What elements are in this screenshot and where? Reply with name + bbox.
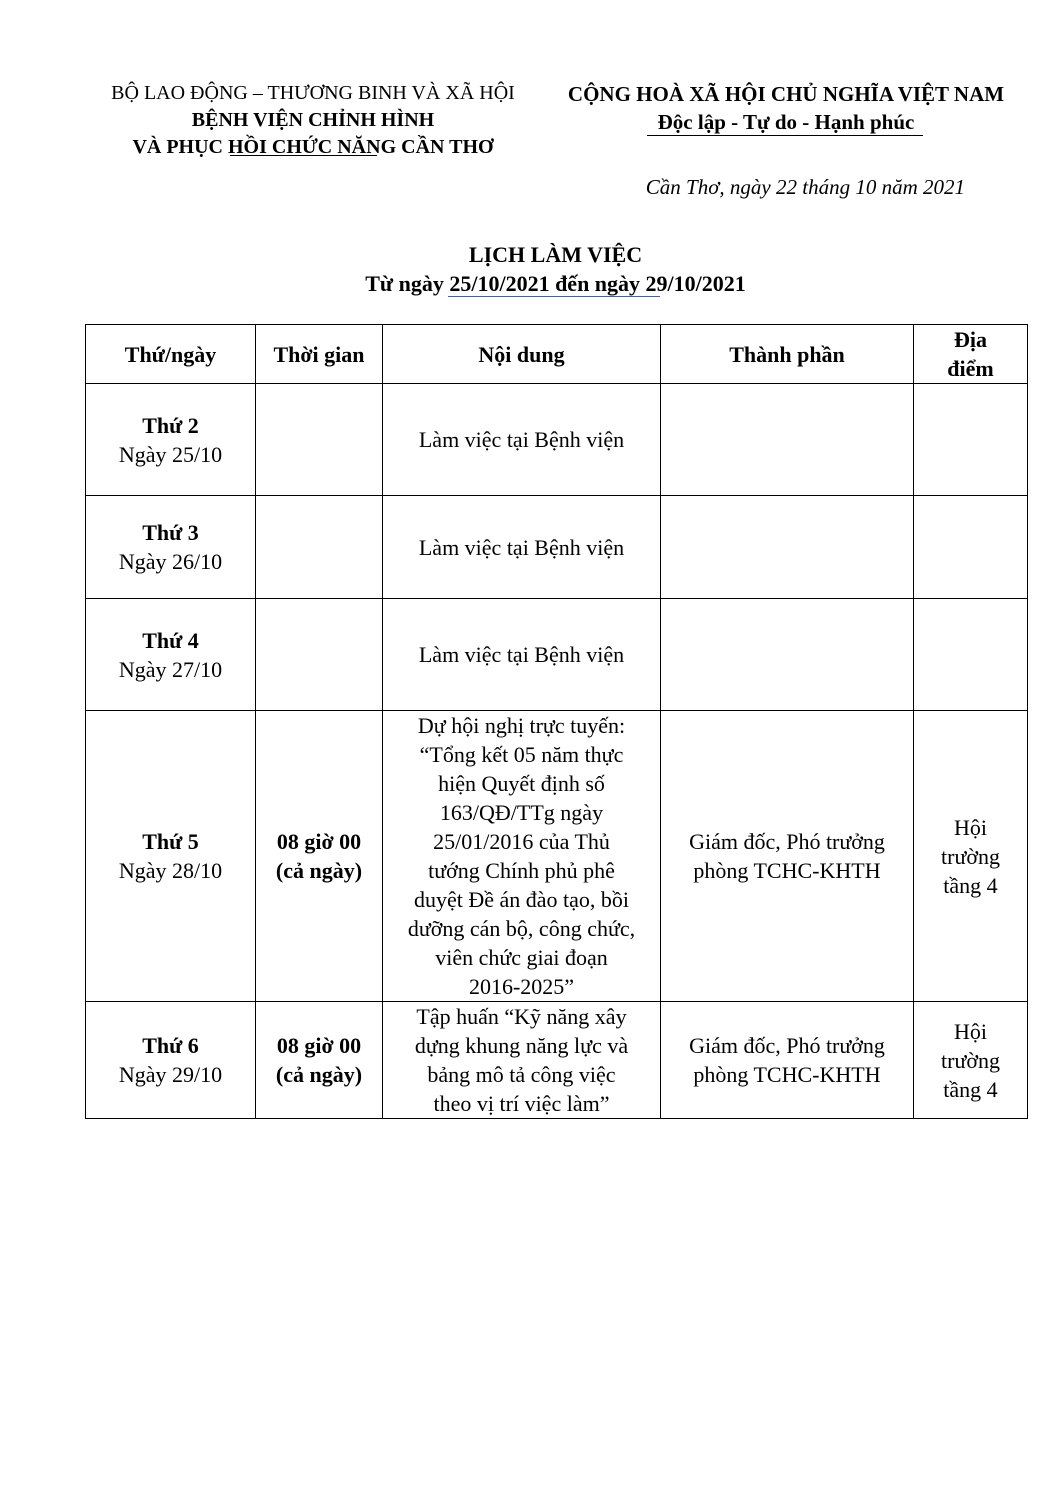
content-cell: Dự hội nghị trực tuyến: “Tổng kết 05 năm thực hiện Quyết định số 163/QĐ/TTg ngày 25/01/2016 của Thủ tướng Chính phủ phê duyệt Đề án đào tạo, bồi dưỡng cán bộ, công chức, viên chức giai đoạn 2016-2025” <box>383 711 661 1002</box>
day-cell <box>86 496 256 599</box>
location-cell: Hội trường tầng 4 <box>914 711 1028 1002</box>
content-cell: Tập huấn “Kỹ năng xây dựng khung năng lực và bảng mô tả công việc theo vị trí việc làm” <box>383 1002 661 1119</box>
location-cell: Hội trường tầng 4 <box>914 1002 1028 1119</box>
document-title <box>0 240 1061 298</box>
weekday: Thứ 3 <box>142 520 199 545</box>
date: Ngày 25/10 <box>118 441 223 467</box>
column-header-content: Nội dung <box>383 325 661 384</box>
time-cell: 08 giờ 00 (cả ngày) <box>256 711 383 1002</box>
motto-underline <box>647 135 923 136</box>
participants-cell <box>661 496 914 599</box>
schedule-table <box>85 324 1028 1119</box>
participants-cell: Giám đốc, Phó trưởng phòng TCHC-KHTH <box>661 1002 914 1119</box>
weekday: Thứ 2 <box>142 412 199 438</box>
table-row <box>86 496 1028 599</box>
date: Ngày 26/10 <box>118 549 223 574</box>
document-date: Cần Thơ, ngày 22 tháng 10 năm 2021 <box>645 175 965 199</box>
title-date-range: Từ ngày 25/10/2021 đến ngày 29/10/2021 <box>365 271 746 296</box>
participants-cell <box>661 599 914 711</box>
date: Ngày 28/10 <box>118 858 223 883</box>
hospital-name-line2: VÀ PHỤC HỒI CHỨC NĂNG CẦN THƠ <box>132 136 494 158</box>
issuing-agency <box>78 80 548 161</box>
table-header-row <box>86 325 1028 384</box>
table-row <box>86 1002 1028 1119</box>
day-cell <box>86 711 256 1002</box>
column-header-participants: Thành phần <box>661 325 914 384</box>
national-motto: Độc lập - Tự do - Hạnh phúc <box>657 110 915 134</box>
agency-underline <box>230 155 377 156</box>
participants-cell: Giám đốc, Phó trưởng phòng TCHC-KHTH <box>661 711 914 1002</box>
weekday: Thứ 5 <box>142 829 199 854</box>
table-row <box>86 384 1028 496</box>
country-name: CỘNG HOÀ XÃ HỘI CHỦ NGHĨA VIỆT NAM <box>567 82 1005 106</box>
hospital-name-line1: BỆNH VIỆN CHỈNH HÌNH <box>191 109 435 131</box>
time-cell <box>256 599 383 711</box>
content-cell: Làm việc tại Bệnh viện <box>383 496 661 599</box>
column-header-day: Thứ/ngày <box>86 325 256 384</box>
date: Ngày 29/10 <box>118 1062 223 1087</box>
table-row <box>86 711 1028 1002</box>
national-heading <box>556 80 1016 136</box>
ministry-name: BỘ LAO ĐỘNG – THƯƠNG BINH VÀ XÃ HỘI <box>111 82 515 104</box>
participants-cell <box>661 384 914 496</box>
table-row <box>86 599 1028 711</box>
content-cell: Làm việc tại Bệnh viện <box>383 384 661 496</box>
location-cell <box>914 384 1028 496</box>
title-underline <box>448 296 660 297</box>
time-cell <box>256 496 383 599</box>
location-cell <box>914 496 1028 599</box>
column-header-time: Thời gian <box>256 325 383 384</box>
time-cell <box>256 384 383 496</box>
content-cell: Làm việc tại Bệnh viện <box>383 599 661 711</box>
location-cell <box>914 599 1028 711</box>
day-cell <box>86 1002 256 1119</box>
column-header-location: Địa điểm <box>914 325 1028 384</box>
day-cell <box>86 384 256 496</box>
weekday: Thứ 4 <box>142 627 199 653</box>
day-cell <box>86 599 256 711</box>
weekday: Thứ 6 <box>142 1033 199 1058</box>
date: Ngày 27/10 <box>118 656 223 682</box>
title-main: LỊCH LÀM VIỆC <box>468 242 643 267</box>
time-cell: 08 giờ 00 (cả ngày) <box>256 1002 383 1119</box>
